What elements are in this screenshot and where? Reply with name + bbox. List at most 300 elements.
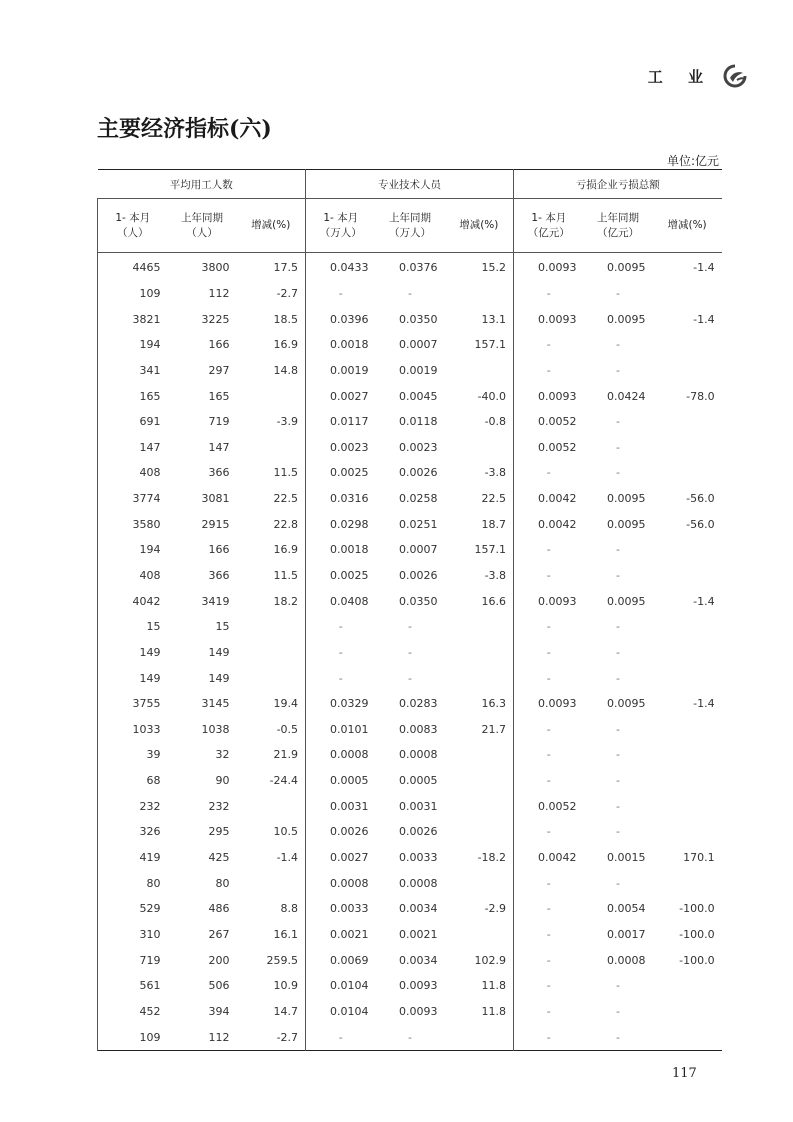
table-cell: -40.0 [477, 389, 507, 403]
table-cell: -3.8 [484, 466, 507, 480]
unit-label: 单位:亿元 [666, 154, 719, 168]
table-cell: - [616, 979, 621, 993]
table-cell: 0.0052 [514, 793, 584, 819]
table-cell [653, 434, 722, 460]
table-cell: 15 [98, 614, 168, 640]
table-cell: -56.0 [686, 517, 715, 531]
table-cell: 0.0008 [399, 876, 438, 890]
table-cell: - [616, 440, 621, 454]
table-cell: - [616, 338, 621, 352]
table-cell: - [616, 543, 621, 557]
column-header [168, 199, 237, 253]
table-cell: - [514, 281, 584, 307]
table-cell: - [306, 640, 376, 666]
table-cell: 147 [208, 440, 230, 454]
table-cell [653, 999, 722, 1025]
table-cell: 0.0019 [306, 358, 376, 384]
table-cell: 0.0008 [607, 953, 646, 967]
table-cell [653, 332, 722, 358]
table-cell: 0.0005 [306, 768, 376, 794]
table-cell: -100.0 [679, 902, 715, 916]
table-cell: 0.0350 [399, 312, 438, 326]
table-cell: 22.8 [273, 517, 299, 531]
table-cell: - [616, 286, 621, 300]
table-cell: 0.0007 [399, 543, 438, 557]
table-cell: 0.0023 [399, 440, 438, 454]
table-cell: 149 [208, 671, 230, 685]
table-cell: -1.4 [693, 261, 715, 275]
page-title: 主要经济指标(六) [97, 116, 272, 142]
table-cell: 0.0015 [607, 851, 646, 865]
table-cell: 0.0376 [399, 261, 438, 275]
table-row [98, 793, 722, 819]
table-cell: 0.0095 [607, 261, 646, 275]
table-cell: -1.4 [693, 594, 715, 608]
table-cell: 3755 [98, 691, 168, 717]
table-cell [653, 793, 722, 819]
table-cell: - [616, 876, 621, 890]
table-cell: 3800 [201, 261, 230, 275]
table-cell: -3.8 [484, 569, 507, 582]
column-header-line: 增减(%) [667, 219, 707, 231]
table-row [98, 665, 722, 691]
table-cell: 0.0042 [514, 486, 584, 512]
table-cell [445, 922, 514, 948]
table-row [98, 253, 722, 281]
table-cell: - [616, 645, 621, 659]
table-cell: 419 [98, 845, 168, 871]
table-cell: -3.9 [276, 415, 299, 429]
table-cell: 0.0093 [514, 691, 584, 717]
table-cell [445, 281, 514, 307]
table-cell: -1.4 [693, 697, 715, 711]
column-header [514, 199, 584, 253]
table-cell: 32 [215, 748, 230, 762]
group-header-avg-employees: 平均用工人数 [98, 170, 306, 199]
table-cell: 68 [98, 768, 168, 794]
table-row [98, 640, 722, 666]
table-row [98, 973, 722, 999]
table-cell: 0.0316 [306, 486, 376, 512]
table-cell: 10.5 [273, 825, 299, 839]
table-cell: - [306, 614, 376, 640]
table-cell: 194 [98, 332, 168, 358]
table-cell: 408 [98, 460, 168, 486]
table-cell: 18.7 [481, 517, 507, 531]
table-cell: - [514, 665, 584, 691]
table-cell: 3081 [201, 492, 230, 506]
table-cell: 13.1 [481, 312, 507, 326]
table-cell: - [514, 896, 584, 922]
table-cell [237, 434, 306, 460]
table-cell: 0.0251 [399, 517, 438, 531]
table-cell: 0.0095 [607, 517, 646, 531]
table-cell [653, 870, 722, 896]
table-row [98, 486, 722, 512]
table-cell: 112 [208, 1030, 230, 1044]
table-cell: 0.0083 [399, 722, 438, 736]
table-cell: 310 [98, 922, 168, 948]
table-cell [445, 434, 514, 460]
table-cell: - [514, 768, 584, 794]
table-cell: 19.4 [273, 697, 299, 711]
table-cell: 8.8 [280, 902, 299, 916]
table-cell: 0.0025 [306, 460, 376, 486]
table-cell: 0.0093 [399, 979, 438, 993]
table-cell: 506 [208, 979, 230, 993]
table-cell: - [514, 973, 584, 999]
table-cell: - [514, 358, 584, 384]
table-cell: 0.0298 [306, 511, 376, 537]
table-row [98, 1024, 722, 1050]
table-cell [445, 665, 514, 691]
table-cell: 1038 [201, 722, 230, 736]
table-cell: 0.0093 [514, 383, 584, 409]
table-cell: - [408, 620, 413, 634]
table-cell: 0.0025 [306, 563, 376, 589]
table-cell: 102.9 [474, 953, 507, 967]
column-header [306, 199, 376, 253]
table-cell: 0.0424 [607, 389, 646, 403]
table-cell: - [514, 999, 584, 1025]
table-cell: 21.7 [481, 722, 507, 736]
table-cell: 3821 [98, 306, 168, 332]
table-cell: 80 [98, 870, 168, 896]
table-cell: 0.0019 [399, 363, 438, 377]
table-cell: 0.0095 [607, 697, 646, 711]
table-row [98, 332, 722, 358]
table-cell: 18.5 [273, 312, 299, 326]
table-cell: 297 [208, 363, 230, 377]
table-cell: 166 [208, 543, 230, 557]
table-cell [237, 614, 306, 640]
table-cell: 0.0117 [306, 409, 376, 435]
table-cell: - [408, 1030, 413, 1044]
table-cell: - [408, 645, 413, 659]
table-cell: 232 [98, 793, 168, 819]
table-cell: 394 [208, 1004, 230, 1018]
table-cell: - [514, 332, 584, 358]
table-cell: 366 [208, 466, 230, 480]
table-cell: - [616, 363, 621, 377]
table-cell [237, 793, 306, 819]
table-cell: - [514, 460, 584, 486]
table-cell: 719 [98, 947, 168, 973]
table-cell [237, 870, 306, 896]
column-header-line: （亿元） [597, 226, 640, 239]
table-cell: 15 [215, 620, 230, 634]
table-row [98, 409, 722, 435]
table-row [98, 691, 722, 717]
table-cell [445, 742, 514, 768]
table-cell [653, 819, 722, 845]
table-cell [653, 563, 722, 589]
column-header-line: 上年同期 [181, 211, 223, 224]
table-cell: -56.0 [686, 492, 715, 506]
table-row [98, 614, 722, 640]
column-header-line: 上年同期 [389, 211, 432, 224]
table-cell [445, 870, 514, 896]
table-cell: -0.8 [484, 415, 507, 429]
table-cell: 194 [98, 537, 168, 563]
table-cell: 0.0118 [399, 415, 438, 429]
table-cell: 0.0026 [399, 466, 438, 480]
indicator-table [97, 169, 722, 1051]
column-header-line: （人） [186, 226, 218, 239]
table-cell: 15.2 [481, 261, 507, 275]
table-cell: 0.0095 [607, 312, 646, 326]
column-header-line: （亿元） [527, 226, 570, 239]
table-cell: 0.0033 [306, 896, 376, 922]
table-cell: - [514, 947, 584, 973]
table-cell: - [616, 774, 621, 788]
table-cell: -18.2 [477, 851, 507, 865]
table-cell: 16.3 [481, 697, 507, 711]
table-cell: 267 [208, 927, 230, 941]
table-cell: 0.0093 [514, 306, 584, 332]
table-cell: 486 [208, 902, 230, 916]
table-cell [445, 819, 514, 845]
table-cell: 0.0026 [399, 825, 438, 839]
table-cell: - [514, 614, 584, 640]
table-cell: 149 [208, 645, 230, 659]
table-cell: 0.0093 [399, 1004, 438, 1018]
table-cell: 165 [208, 389, 230, 403]
table-cell: 0.0034 [399, 953, 438, 967]
table-row [98, 383, 722, 409]
table-cell [445, 793, 514, 819]
table-cell: 0.0093 [514, 588, 584, 614]
table-cell: - [514, 537, 584, 563]
table-cell [653, 281, 722, 307]
table-cell [653, 640, 722, 666]
table-cell: - [616, 671, 621, 685]
table-cell: 0.0031 [306, 793, 376, 819]
table-cell: 3580 [98, 511, 168, 537]
table-cell [653, 409, 722, 435]
table-cell: -0.5 [276, 722, 299, 736]
table-cell: 0.0021 [399, 927, 438, 941]
table-cell: 165 [98, 383, 168, 409]
group-header-technical-staff: 专业技术人员 [306, 170, 514, 199]
table-cell [237, 383, 306, 409]
table-row [98, 999, 722, 1025]
table-cell: - [306, 665, 376, 691]
table-cell: - [616, 1004, 621, 1018]
table-cell: 0.0031 [399, 799, 438, 813]
table-cell: 0.0018 [306, 332, 376, 358]
table-row [98, 742, 722, 768]
table-cell: 10.9 [273, 979, 299, 993]
table-cell: 112 [208, 286, 230, 300]
table-cell: 0.0093 [514, 253, 584, 281]
table-cell: -100.0 [679, 927, 715, 941]
table-row [98, 460, 722, 486]
table-cell: 0.0052 [514, 434, 584, 460]
column-header [653, 199, 722, 253]
table-cell: -24.4 [269, 774, 299, 788]
table-cell: - [616, 799, 621, 813]
table-row [98, 845, 722, 871]
column-header-line: 1- 本月 [115, 211, 151, 224]
table-row [98, 717, 722, 743]
table-cell [653, 460, 722, 486]
table-cell: 14.7 [273, 1004, 299, 1018]
table-cell: 18.2 [273, 594, 299, 608]
table-cell: - [616, 569, 621, 582]
table-cell: 16.1 [273, 927, 299, 941]
table-cell [237, 665, 306, 691]
table-cell: 0.0104 [306, 973, 376, 999]
table-cell: 0.0018 [306, 537, 376, 563]
table-cell: - [514, 717, 584, 743]
table-cell: 0.0095 [607, 492, 646, 506]
table-cell: - [514, 922, 584, 948]
table-cell: -2.7 [276, 1030, 299, 1044]
table-cell: 3774 [98, 486, 168, 512]
table-cell: - [616, 825, 621, 839]
page-number: 117 [672, 1066, 697, 1081]
table-cell: - [514, 1024, 584, 1050]
table-cell: 0.0095 [607, 594, 646, 608]
table-row [98, 358, 722, 384]
table-cell: 2915 [201, 517, 230, 531]
table-cell: -100.0 [679, 953, 715, 967]
table-cell: 366 [208, 569, 230, 582]
table-cell: 0.0054 [607, 902, 646, 916]
table-cell: 0.0021 [306, 922, 376, 948]
table-cell: -1.4 [693, 312, 715, 326]
table-cell: - [514, 563, 584, 589]
table-cell: 0.0052 [514, 409, 584, 435]
table-cell: 166 [208, 338, 230, 352]
table-cell: 0.0033 [399, 851, 438, 865]
column-header [376, 199, 445, 253]
table-row [98, 896, 722, 922]
table-cell [653, 358, 722, 384]
table-cell: 719 [208, 415, 230, 429]
table-cell: 561 [98, 973, 168, 999]
table-row [98, 870, 722, 896]
table-cell: 0.0045 [399, 389, 438, 403]
table-cell: 0.0008 [399, 748, 438, 762]
table-cell: 11.8 [481, 1004, 507, 1018]
table-cell: 109 [98, 1024, 168, 1050]
section-label: 工 业 [647, 67, 713, 86]
table-cell: 0.0042 [514, 511, 584, 537]
table-cell: -78.0 [686, 389, 715, 403]
group-header-loss-total: 亏损企业亏损总额 [514, 170, 722, 199]
table-cell: 0.0026 [399, 569, 438, 582]
table-cell: - [616, 620, 621, 634]
column-header-line: 增减(%) [459, 219, 499, 231]
table-cell: 170.1 [683, 851, 715, 865]
column-header-line: （人） [117, 226, 149, 239]
table-row [98, 947, 722, 973]
table-cell: - [514, 640, 584, 666]
table-cell: 0.0007 [399, 338, 438, 352]
table-cell: 232 [208, 799, 230, 813]
table-cell: 425 [208, 851, 230, 865]
table-cell: 0.0433 [306, 253, 376, 281]
column-header-line: 1- 本月 [323, 211, 359, 224]
table-cell: 0.0008 [306, 742, 376, 768]
table-cell: - [408, 286, 413, 300]
table-cell: 0.0101 [306, 717, 376, 743]
column-header-line: 1- 本月 [531, 211, 567, 224]
table-cell: -2.9 [484, 902, 507, 916]
table-cell: - [616, 466, 621, 480]
table-cell: 691 [98, 409, 168, 435]
table-cell: 295 [208, 825, 230, 839]
table-row [98, 306, 722, 332]
table-row [98, 768, 722, 794]
section-header [648, 64, 749, 88]
table-cell: 0.0008 [306, 870, 376, 896]
table-cell: 200 [208, 953, 230, 967]
table-cell: 0.0408 [306, 588, 376, 614]
table-cell: 11.5 [273, 569, 299, 582]
table-cell: 14.8 [273, 363, 299, 377]
table-cell [653, 717, 722, 743]
table-cell: 80 [215, 876, 230, 890]
table-cell: 3145 [201, 697, 230, 711]
table-cell: 17.5 [273, 261, 299, 275]
table-cell [653, 768, 722, 794]
column-header-line: （万人） [319, 226, 362, 239]
column-header [584, 199, 653, 253]
column-header [98, 199, 168, 253]
table-cell: 0.0350 [399, 594, 438, 608]
table-cell: 109 [98, 281, 168, 307]
table-cell [445, 614, 514, 640]
table-cell [653, 614, 722, 640]
table-cell: 3225 [201, 312, 230, 326]
column-header-line: （万人） [389, 226, 432, 239]
table-cell [653, 665, 722, 691]
table-cell [445, 1024, 514, 1050]
table-cell: - [514, 870, 584, 896]
table-cell: 4465 [98, 253, 168, 281]
table-row [98, 281, 722, 307]
table-row [98, 588, 722, 614]
table-cell: 11.8 [481, 979, 507, 993]
table-cell [445, 358, 514, 384]
table-cell [653, 1024, 722, 1050]
table-cell: 259.5 [266, 953, 299, 967]
table-cell: 22.5 [481, 492, 507, 506]
table-cell: 16.6 [481, 594, 507, 608]
table-cell: 0.0034 [399, 902, 438, 916]
table-cell: 0.0005 [399, 774, 438, 788]
table-cell: 0.0027 [306, 383, 376, 409]
column-header-line: 增减(%) [251, 219, 291, 231]
table-cell: 341 [98, 358, 168, 384]
table-cell: 529 [98, 896, 168, 922]
table-cell: 16.9 [273, 338, 299, 352]
table-cell: 0.0027 [306, 845, 376, 871]
table-cell: 0.0017 [607, 927, 646, 941]
table-cell: 22.5 [273, 492, 299, 506]
table-cell: 149 [98, 665, 168, 691]
table-cell: - [616, 415, 621, 429]
table-cell: -1.4 [276, 851, 299, 865]
table-row [98, 563, 722, 589]
table-cell: 4042 [98, 588, 168, 614]
table-cell: - [616, 1030, 621, 1044]
table-cell: - [306, 281, 376, 307]
table-cell [237, 640, 306, 666]
